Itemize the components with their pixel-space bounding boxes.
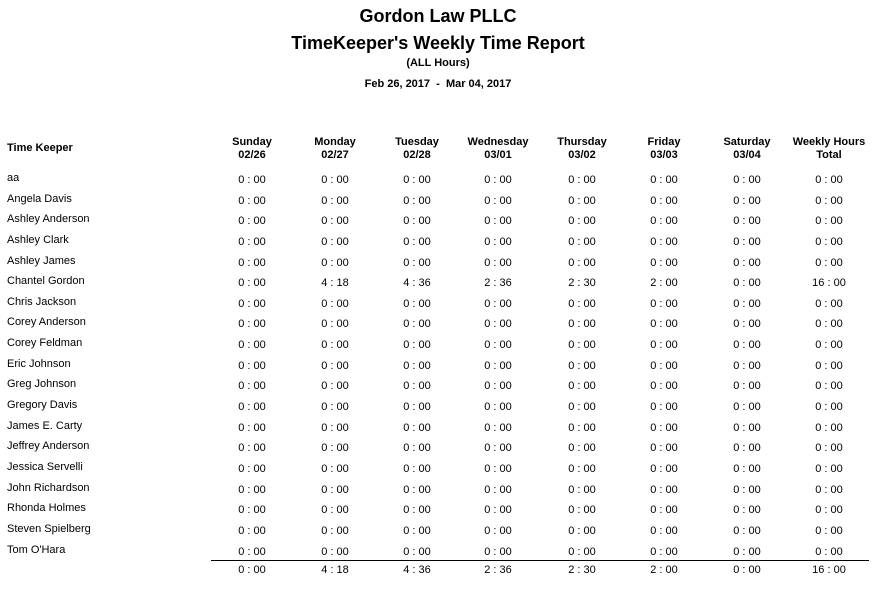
hours-cell: 0 : 00 — [650, 524, 678, 537]
table-row — [0, 417, 885, 438]
hours-cell: 0 : 00 — [321, 442, 349, 455]
timekeeper-name: Corey Feldman — [7, 337, 83, 350]
hours-cell: 0 : 00 — [568, 504, 596, 517]
hours-cell: 4 : 18 — [321, 277, 349, 290]
hours-cell: 0 : 00 — [403, 545, 431, 558]
hours-cell: 0 : 00 — [321, 235, 349, 248]
day-total-cell: 2 : 30 — [568, 564, 596, 576]
hours-cell: 0 : 00 — [650, 297, 678, 310]
hours-cell: 0 : 00 — [733, 421, 761, 434]
timekeeper-name: John Richardson — [7, 481, 90, 494]
firm-name: Gordon Law PLLC — [359, 6, 517, 26]
table-row — [0, 313, 885, 334]
hours-cell: 0 : 00 — [321, 380, 349, 393]
timekeeper-name: Greg Johnson — [7, 378, 77, 391]
hours-cell: 0 : 00 — [733, 359, 761, 372]
hours-cell: 0 : 00 — [568, 215, 596, 228]
hours-cell: 0 : 00 — [650, 421, 678, 434]
hours-cell: 0 : 00 — [650, 380, 678, 393]
hours-cell: 0 : 00 — [568, 462, 596, 475]
weekly-total-cell: 0 : 00 — [815, 174, 843, 186]
day-total-cell: 2 : 36 — [484, 564, 512, 576]
hours-cell: 0 : 00 — [238, 174, 266, 186]
totals-divider — [211, 560, 869, 561]
hours-cell: 0 : 00 — [733, 318, 761, 331]
weekly-total-cell: 0 : 00 — [815, 401, 843, 414]
hours-cell: 0 : 00 — [238, 545, 266, 558]
hours-cell: 0 : 00 — [238, 483, 266, 496]
hours-cell: 0 : 00 — [403, 462, 431, 475]
table-row — [0, 293, 885, 314]
column-header-monday — [295, 136, 375, 162]
hours-cell: 0 : 00 — [238, 524, 266, 537]
hours-cell: 0 : 00 — [568, 524, 596, 537]
hours-cell: 0 : 00 — [403, 297, 431, 310]
hours-cell: 0 : 00 — [733, 545, 761, 558]
hours-cell: 0 : 00 — [568, 421, 596, 434]
hours-cell: 0 : 00 — [321, 339, 349, 352]
hours-cell: 0 : 00 — [238, 380, 266, 393]
column-date-label: 03/02 — [568, 149, 596, 161]
hours-cell: 0 : 00 — [484, 235, 512, 248]
column-day-label: Monday — [314, 136, 356, 148]
table-row — [0, 458, 885, 479]
hours-cell: 0 : 00 — [403, 318, 431, 331]
hours-cell: 0 : 00 — [650, 483, 678, 496]
hours-cell: 0 : 00 — [403, 442, 431, 455]
day-total-cell: 0 : 00 — [733, 564, 761, 576]
timekeeper-rows — [0, 169, 885, 561]
hours-cell: 0 : 00 — [484, 504, 512, 517]
table-row — [0, 541, 885, 562]
hours-cell: 0 : 00 — [403, 504, 431, 517]
weekly-total-cell: 0 : 00 — [815, 545, 843, 558]
hours-cell: 0 : 00 — [403, 359, 431, 372]
table-row — [0, 437, 885, 458]
hours-cell: 0 : 00 — [733, 256, 761, 269]
weekly-total-cell: 0 : 00 — [815, 380, 843, 393]
table-row — [0, 231, 885, 252]
day-total-cell: 4 : 18 — [321, 564, 349, 576]
hours-cell: 0 : 00 — [568, 442, 596, 455]
weekly-total-cell: 0 : 00 — [815, 442, 843, 455]
hours-cell: 0 : 00 — [321, 359, 349, 372]
column-header-saturday — [707, 136, 787, 162]
hours-cell: 0 : 00 — [403, 235, 431, 248]
timekeeper-name: Ashley James — [7, 254, 76, 267]
timekeeper-name: Eric Johnson — [7, 357, 71, 370]
hours-cell: 0 : 00 — [568, 545, 596, 558]
hours-cell: 0 : 00 — [568, 256, 596, 269]
hours-cell: 0 : 00 — [403, 401, 431, 414]
weekly-total-cell: 0 : 00 — [815, 483, 843, 496]
hours-cell: 0 : 00 — [733, 462, 761, 475]
column-date-label: 03/04 — [733, 149, 761, 161]
timekeeper-name: Ashley Anderson — [7, 213, 90, 226]
hours-cell: 0 : 00 — [238, 462, 266, 475]
timekeeper-name: Jeffrey Anderson — [7, 440, 90, 453]
timekeeper-name: Ashley Clark — [7, 233, 69, 246]
weekly-total-cell: 0 : 00 — [815, 421, 843, 434]
hours-cell: 0 : 00 — [403, 483, 431, 496]
hours-cell: 0 : 00 — [484, 524, 512, 537]
hours-cell: 0 : 00 — [650, 504, 678, 517]
hours-cell: 0 : 00 — [733, 297, 761, 310]
hours-cell: 0 : 00 — [733, 504, 761, 517]
table-row — [0, 499, 885, 520]
hours-cell: 0 : 00 — [650, 401, 678, 414]
hours-cell: 0 : 00 — [484, 545, 512, 558]
hours-cell: 0 : 00 — [403, 524, 431, 537]
hours-cell: 0 : 00 — [238, 318, 266, 331]
totals-row — [0, 563, 885, 579]
table-row — [0, 375, 885, 396]
hours-cell: 0 : 00 — [321, 483, 349, 496]
hours-cell: 0 : 00 — [238, 215, 266, 228]
column-day-label: Weekly Hours — [792, 136, 866, 148]
start-date: Feb 26, 2017 — [364, 78, 431, 90]
hours-cell: 0 : 00 — [568, 194, 596, 207]
hours-cell: 0 : 00 — [568, 318, 596, 331]
column-header-thursday — [542, 136, 622, 162]
table-row — [0, 396, 885, 417]
hours-cell: 0 : 00 — [238, 235, 266, 248]
hours-cell: 0 : 00 — [403, 194, 431, 207]
hours-cell: 0 : 00 — [650, 174, 678, 186]
timekeeper-name: James E. Carty — [7, 419, 83, 432]
hours-cell: 0 : 00 — [733, 194, 761, 207]
hours-cell: 0 : 00 — [733, 174, 761, 186]
hours-cell: 0 : 00 — [484, 256, 512, 269]
timekeeper-column-header: Time Keeper — [7, 142, 73, 154]
weekly-total-cell: 16 : 00 — [812, 277, 846, 290]
hours-cell: 2 : 36 — [484, 277, 512, 290]
weekly-total-cell: 0 : 00 — [815, 339, 843, 352]
table-row — [0, 520, 885, 541]
column-date-label: 02/26 — [238, 149, 266, 161]
column-date-label: 03/01 — [484, 149, 512, 161]
table-row — [0, 334, 885, 355]
timekeeper-name: Rhonda Holmes — [7, 502, 86, 515]
hours-cell: 0 : 00 — [568, 380, 596, 393]
hours-cell: 4 : 36 — [403, 277, 431, 290]
grand-total-cell: 16 : 00 — [812, 564, 846, 576]
hours-cell: 0 : 00 — [484, 359, 512, 372]
date-range — [0, 78, 876, 90]
table-row — [0, 169, 885, 190]
hours-cell: 0 : 00 — [484, 442, 512, 455]
timekeeper-name: Steven Spielberg — [7, 522, 91, 535]
hours-cell: 0 : 00 — [650, 318, 678, 331]
hours-cell: 0 : 00 — [650, 215, 678, 228]
table-row — [0, 190, 885, 211]
hours-cell: 0 : 00 — [321, 297, 349, 310]
day-total-cell: 4 : 36 — [403, 564, 431, 576]
hours-cell: 0 : 00 — [403, 380, 431, 393]
hours-cell: 0 : 00 — [321, 194, 349, 207]
hours-cell: 0 : 00 — [403, 339, 431, 352]
hours-cell: 0 : 00 — [568, 174, 596, 186]
weekly-total-cell: 0 : 00 — [815, 235, 843, 248]
weekly-total-cell: 0 : 00 — [815, 318, 843, 331]
hours-cell: 0 : 00 — [321, 401, 349, 414]
hours-cell: 0 : 00 — [733, 235, 761, 248]
weekly-total-cell: 0 : 00 — [815, 359, 843, 372]
table-row — [0, 479, 885, 500]
column-date-label: Total — [816, 149, 842, 161]
hours-cell: 0 : 00 — [650, 462, 678, 475]
hours-cell: 0 : 00 — [650, 359, 678, 372]
hours-cell: 0 : 00 — [238, 401, 266, 414]
hours-cell: 0 : 00 — [403, 215, 431, 228]
hours-cell: 0 : 00 — [321, 462, 349, 475]
hours-cell: 0 : 00 — [650, 235, 678, 248]
hours-cell: 0 : 00 — [238, 359, 266, 372]
weekly-total-cell: 0 : 00 — [815, 524, 843, 537]
hours-cell: 0 : 00 — [321, 174, 349, 186]
hours-cell: 0 : 00 — [568, 235, 596, 248]
hours-cell: 0 : 00 — [650, 194, 678, 207]
weekly-total-cell: 0 : 00 — [815, 194, 843, 207]
column-header-sunday — [212, 136, 292, 162]
timekeeper-name: Jessica Servelli — [7, 460, 83, 473]
timekeeper-name: Chantel Gordon — [7, 275, 85, 288]
hours-cell: 0 : 00 — [484, 297, 512, 310]
hours-cell: 0 : 00 — [484, 174, 512, 186]
hours-cell: 0 : 00 — [238, 277, 266, 290]
hours-cell: 0 : 00 — [321, 318, 349, 331]
hours-cell: 0 : 00 — [484, 318, 512, 331]
hours-cell: 2 : 00 — [650, 277, 678, 290]
end-date: Mar 04, 2017 — [445, 78, 512, 90]
hours-cell: 0 : 00 — [568, 483, 596, 496]
column-date-label: 03/03 — [650, 149, 678, 161]
column-day-label: Tuesday — [395, 136, 439, 148]
hours-cell: 0 : 00 — [484, 483, 512, 496]
hours-cell: 0 : 00 — [484, 462, 512, 475]
hours-cell: 0 : 00 — [403, 421, 431, 434]
hours-cell: 0 : 00 — [733, 483, 761, 496]
column-header-tuesday — [377, 136, 457, 162]
hours-cell: 0 : 00 — [321, 421, 349, 434]
hours-cell: 0 : 00 — [650, 545, 678, 558]
hours-cell: 0 : 00 — [733, 380, 761, 393]
day-total-cell: 0 : 00 — [238, 564, 266, 576]
hours-cell: 0 : 00 — [321, 545, 349, 558]
hours-cell: 0 : 00 — [238, 421, 266, 434]
weekly-total-cell: 0 : 00 — [815, 297, 843, 310]
column-day-label: Wednesday — [467, 136, 529, 148]
hours-cell: 0 : 00 — [238, 256, 266, 269]
hours-cell: 0 : 00 — [650, 442, 678, 455]
column-day-label: Saturday — [723, 136, 771, 148]
table-row — [0, 252, 885, 273]
hours-cell: 0 : 00 — [321, 504, 349, 517]
hours-cell: 0 : 00 — [484, 401, 512, 414]
timekeeper-name: Gregory Davis — [7, 399, 78, 412]
table-row — [0, 355, 885, 376]
hours-cell: 0 : 00 — [321, 215, 349, 228]
hours-cell: 0 : 00 — [733, 215, 761, 228]
hours-cell: 0 : 00 — [238, 442, 266, 455]
hours-cell: 0 : 00 — [568, 401, 596, 414]
weekly-total-cell: 0 : 00 — [815, 256, 843, 269]
column-header-friday — [624, 136, 704, 162]
hours-cell: 0 : 00 — [650, 256, 678, 269]
column-day-label: Thursday — [557, 136, 607, 148]
hours-cell: 0 : 00 — [484, 421, 512, 434]
column-header-weekly-total — [789, 136, 869, 162]
timekeeper-name: Chris Jackson — [7, 295, 77, 308]
hours-cell: 0 : 00 — [484, 339, 512, 352]
hours-cell: 0 : 00 — [733, 442, 761, 455]
hours-cell: 0 : 00 — [403, 174, 431, 186]
hours-cell: 0 : 00 — [568, 297, 596, 310]
hours-cell: 0 : 00 — [733, 277, 761, 290]
hours-cell: 0 : 00 — [568, 339, 596, 352]
hours-cell: 0 : 00 — [484, 380, 512, 393]
hours-cell: 0 : 00 — [238, 339, 266, 352]
hours-cell: 0 : 00 — [484, 215, 512, 228]
weekly-total-cell: 0 : 00 — [815, 215, 843, 228]
report-title: TimeKeeper's Weekly Time Report — [291, 33, 585, 53]
column-date-label: 02/27 — [321, 149, 349, 161]
hours-cell: 0 : 00 — [321, 524, 349, 537]
day-total-cell: 2 : 00 — [650, 564, 678, 576]
hours-cell: 0 : 00 — [650, 339, 678, 352]
hours-cell: 0 : 00 — [321, 256, 349, 269]
weekly-total-cell: 0 : 00 — [815, 462, 843, 475]
table-row — [0, 210, 885, 231]
hours-cell: 0 : 00 — [403, 256, 431, 269]
date-separator: - — [430, 78, 446, 90]
hours-cell: 0 : 00 — [238, 194, 266, 207]
column-header-wednesday — [458, 136, 538, 162]
timekeeper-name: Angela Davis — [7, 192, 72, 205]
column-day-label: Friday — [647, 136, 681, 148]
timekeeper-name: Tom O'Hara — [7, 543, 66, 556]
hours-cell: 0 : 00 — [484, 194, 512, 207]
column-day-label: Sunday — [232, 136, 272, 148]
hours-cell: 0 : 00 — [238, 297, 266, 310]
hours-cell: 0 : 00 — [568, 359, 596, 372]
hours-cell: 0 : 00 — [733, 524, 761, 537]
timekeeper-name: aa — [7, 172, 20, 184]
hours-cell: 0 : 00 — [733, 339, 761, 352]
column-date-label: 02/28 — [403, 149, 431, 161]
hours-cell: 0 : 00 — [733, 401, 761, 414]
report-subtitle: (ALL Hours) — [406, 57, 470, 69]
hours-cell: 2 : 30 — [568, 277, 596, 290]
table-row — [0, 272, 885, 293]
weekly-total-cell: 0 : 00 — [815, 504, 843, 517]
hours-cell: 0 : 00 — [238, 504, 266, 517]
timekeeper-name: Corey Anderson — [7, 316, 86, 329]
